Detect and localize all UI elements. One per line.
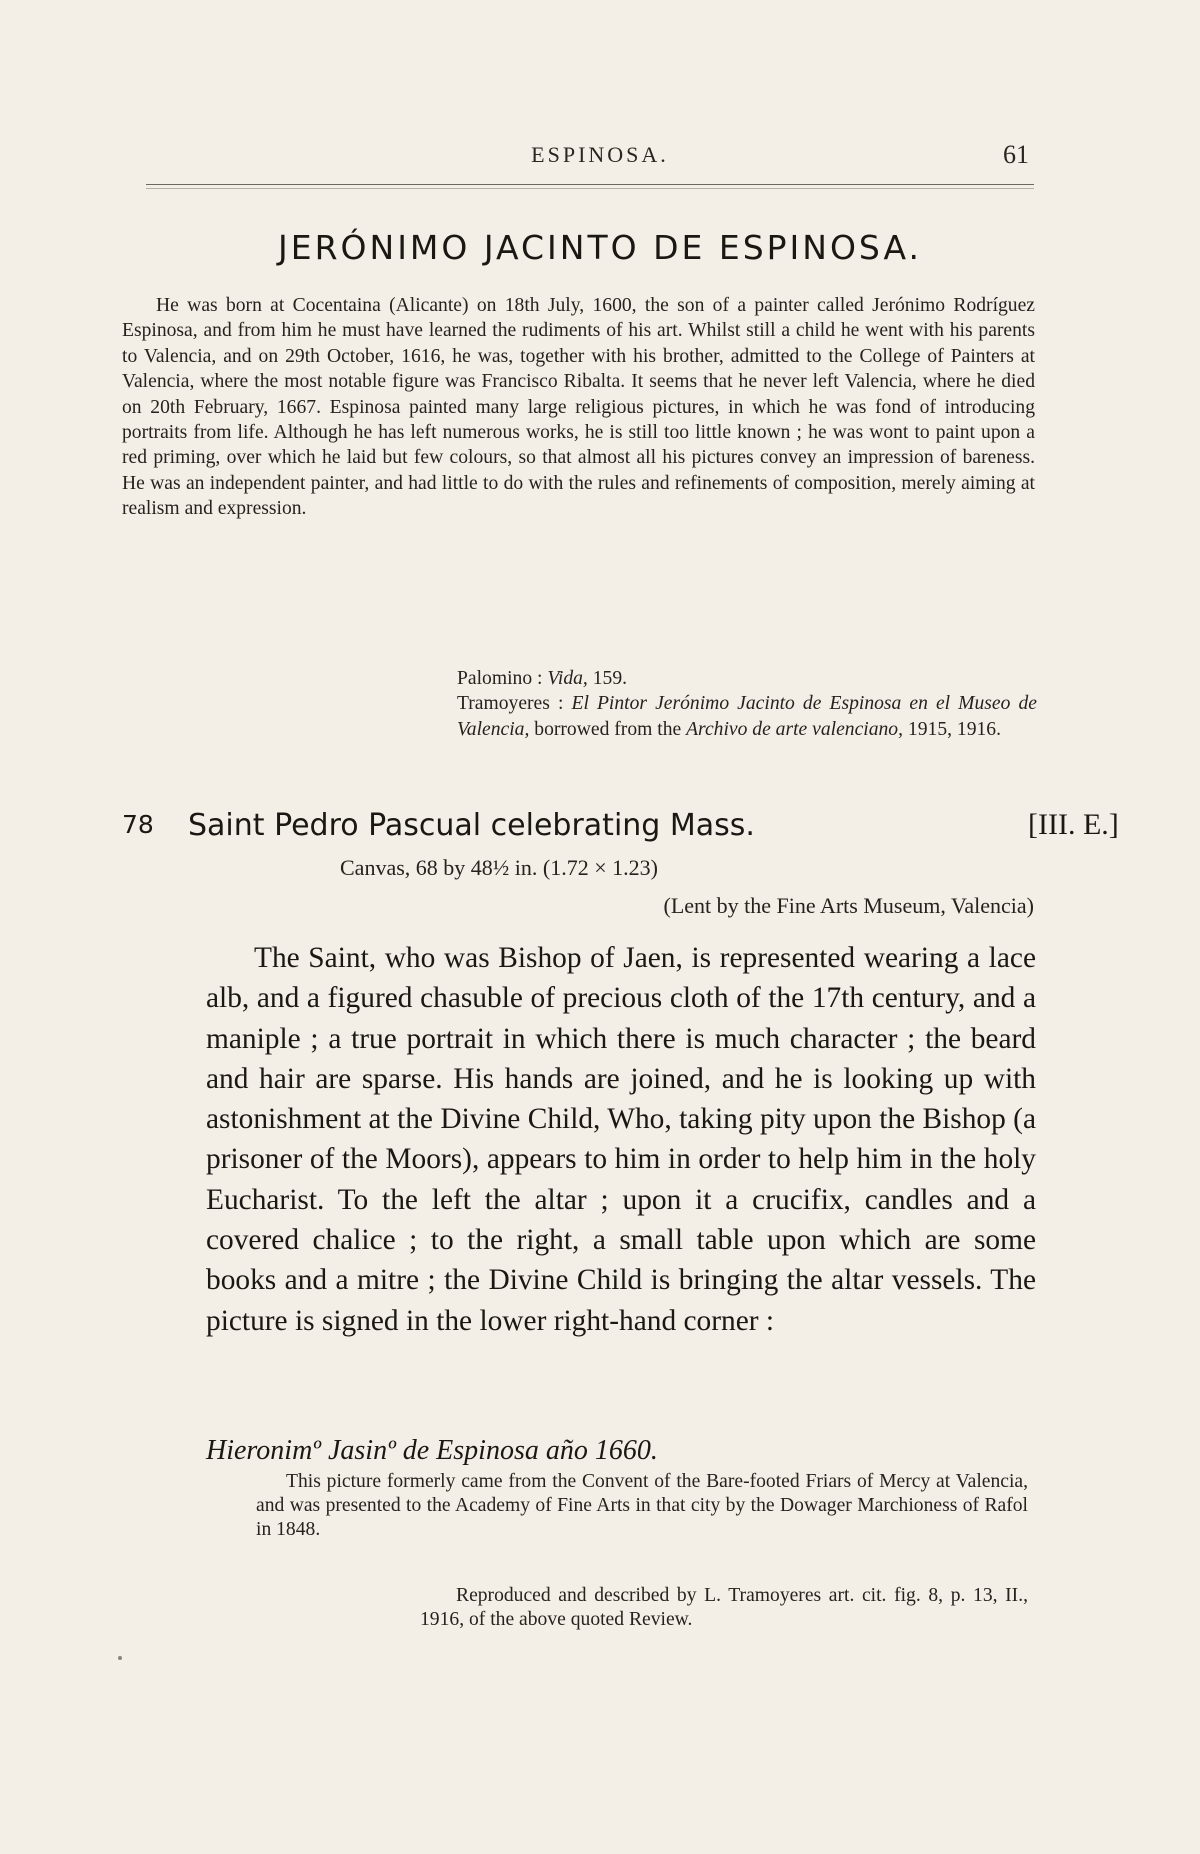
reference-author: Palomino : xyxy=(457,668,543,689)
entry-title: Saint Pedro Pascual celebrating Mass. xyxy=(188,808,755,843)
header-rule xyxy=(146,184,1034,189)
reference-source: Archivo de arte valenciano, xyxy=(686,718,904,740)
artist-heading: JERÓNIMO JACINTO DE ESPINOSA. xyxy=(278,228,922,267)
artist-biography: He was born at Cocentaina (Alicante) on 18th July, 1600, the son of a painter called Jerónimo Rodríguez Espinosa, and from him he must have learned the rudiments of his art. Whilst still a child he went with his parents to Valencia, and on 29th October, 1616, he was, together with his brother, admitted to the College of Painters at Valencia, where the most notable figure was Francisco Ribalta. It seems that he never left Valencia, where he died on 20th February, 1667. Espinosa painted many large religious pictures, in which he was fond of introducing portraits from life. Although he has left numerous works, he is still too little known ; he was wont to paint upon a red priming, over which he laid but few colours, so that almost all his pictures convey an impression of bareness. He was an independent painter, and had little to do with the rules and refinements of composition, merely aiming at realism and expression. xyxy=(122,295,1035,520)
reference-work: Vida, xyxy=(547,668,588,689)
reference-detail: 159. xyxy=(592,668,628,689)
catalogue-entry-heading xyxy=(122,808,1119,850)
reference-palomino xyxy=(457,666,1037,691)
running-title: ESPINOSA. xyxy=(531,142,669,167)
entry-reproduction-note: Reproduced and described by L. Tramoyeres art. cit. fig. 8, p. 13, II., 1916, of the above quoted Review. xyxy=(420,1585,1028,1630)
entry-signature: Hieronimº Jasinº de Espinosa año 1660. xyxy=(206,1435,658,1466)
entry-classification: [III. E.] xyxy=(1028,808,1119,841)
reference-tramoyeres xyxy=(457,691,1037,742)
entry-lender: (Lent by the Fine Arts Museum, Valencia) xyxy=(663,893,1034,918)
reference-work: El Pintor Jerónimo Jacinto de Espinosa en el Museo de Valencia, xyxy=(457,693,1037,740)
entry-medium: Canvas, 68 by 48½ in. (1.72 × 1.23) xyxy=(340,855,658,880)
reference-detail-pre: borrowed from the xyxy=(534,718,682,740)
entry-provenance: This picture formerly came from the Convent of the Bare-footed Friars of Mercy at Valencia, and was presented to the Academy of Fine Arts in that city by the Dowager Marchioness of Rafol in 1848. xyxy=(256,1471,1028,1540)
entry-number: 78 xyxy=(122,810,154,839)
entry-description: The Saint, who was Bishop of Jaen, is represented wearing a lace alb, and a figured chasuble of precious cloth of the 17th century, and a maniple ; a true portrait in which there is much character ; the beard and hair are sparse. His hands are joined, and he is looking up with astonishment at the Divine Child, Who, taking pity upon the Bishop (a prisoner of the Moors), appears to him in order to help him in the holy Eucharist. To the left the altar ; upon it a crucifix, candles and a covered chalice ; to the right, a small table upon which are some books and a mitre ; the Divine Child is bringing the altar vessels. The picture is signed in the lower right-hand corner : xyxy=(206,942,1036,1337)
reference-detail: 1915, 1916. xyxy=(907,718,1001,740)
running-head xyxy=(0,138,1200,168)
margin-mark xyxy=(118,1656,122,1660)
reference-author: Tramoyeres : xyxy=(457,693,564,715)
bibliography xyxy=(457,666,1037,742)
page-number: 61 xyxy=(1003,140,1029,169)
